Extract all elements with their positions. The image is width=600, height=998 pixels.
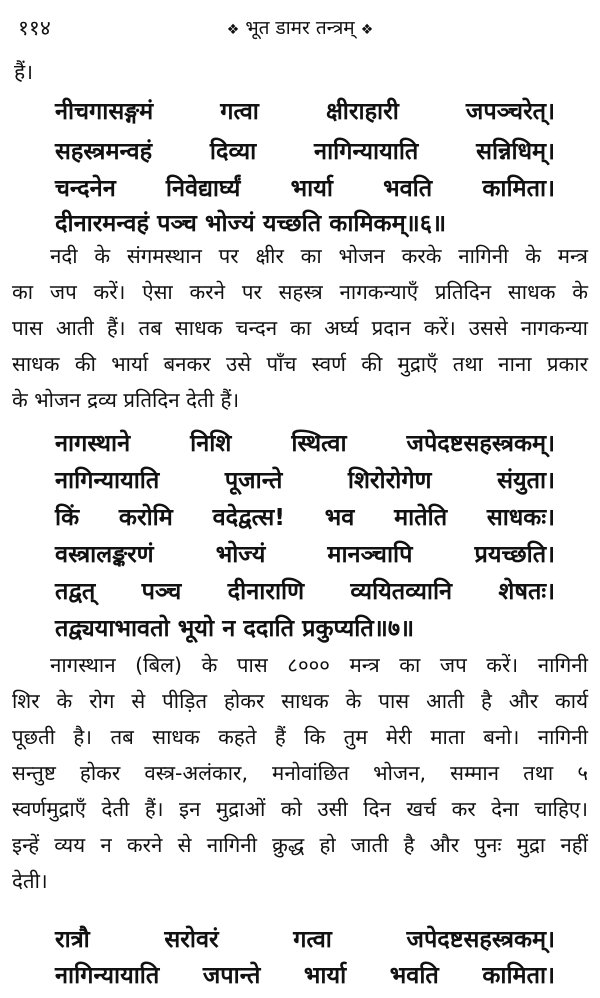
translation-paragraph-2: [12, 647, 588, 899]
translation-2-line-3: पूछती है। तब साधक कहते हैं कि तुम मेरी माता बनो। नागिनी: [12, 725, 588, 749]
translation-2-line-5: स्वर्णमुद्राएँ देती हैं। इन मुद्राओं को उसी दिन खर्च कर देना चाहिए।: [12, 797, 588, 821]
running-title: [18, 14, 582, 40]
translation-2-line-1: नागस्थान (बिल) के पास ८००० मन्त्र का जप करें। नागिनी: [50, 653, 588, 677]
translation-1-line-4: साधक की भार्या बनकर उसे पाँच स्वर्ण की मुद्राएँ तथा नाना प्रकार: [12, 352, 588, 376]
verse-7-line-1: नागस्थाने निशि स्थित्वा जपेदष्टसहस्त्रकम्।: [55, 429, 555, 457]
verse-6-line-2: सहस्त्रमन्वहं दिव्या नागिन्यायाति सन्निधिम्।: [55, 137, 555, 165]
verse-8-line-1: रात्रौ सरोवरं गत्वा जपेदष्टसहस्त्रकम्।: [55, 925, 555, 953]
verse-6-line-4: दीनारमन्वहं पञ्च भोज्यं यच्छति कामिकम्॥६॥: [55, 209, 447, 237]
translation-1-line-2: का जप करें। ऐसा करने पर सहस्त्र नागकन्याएँ प्रतिदिन साधक के: [12, 280, 588, 304]
page-number: ११४: [18, 16, 51, 40]
translation-2-line-6: इन्हें व्यय न करने से नागिनी क्रुद्ध हो जाती है और पुनः मुद्रा नहीं: [12, 833, 588, 857]
translation-paragraph-1: [12, 238, 588, 418]
verse-7-line-6: तद्व्ययाभावतो भूयो न ददाति प्रकुप्यति॥७॥: [55, 614, 415, 642]
verse-8-line-2: नागिन्यायाति जपान्ते भार्या भवति कामिता।: [55, 961, 555, 989]
translation-1-line-3: पास आती हैं। तब साधक चन्दन का अर्घ्य प्रदान करें। उससे नागकन्या: [12, 316, 588, 340]
verse-7-line-3: किं करोमि वदेद्वत्स! भव मातेति साधकः।: [55, 503, 555, 531]
ornament-left-icon: ❖: [226, 22, 240, 38]
translation-1-line-5: के भोजन द्रव्य प्रतिदिन देती हैं।: [12, 388, 240, 412]
running-title-text: भूत डामर तन्त्रम्: [245, 17, 355, 39]
ornament-right-icon: ❖: [360, 22, 374, 38]
continued-text: हैं।: [14, 60, 34, 84]
verse-7-line-5: तद्वत् पञ्च दीनाराणि व्ययितव्यानि शेषतः।: [55, 577, 555, 605]
verse-6-line-1: नीचगासङ्गमं गत्वा क्षीराहारी जपञ्चरेत्।: [55, 97, 555, 125]
translation-1-line-1: नदी के संगमस्थान पर क्षीर का भोजन करके नागिनी के मन्त्र: [50, 244, 588, 268]
verse-6-line-3: चन्दनेन निवेद्यार्घ्यं भार्या भवति कामिता।: [55, 174, 555, 202]
page-header: [18, 12, 582, 46]
translation-2-line-4: सन्तुष्ट होकर वस्त्र-अलंकार, मनोवांछित भोजन, सम्मान तथा ५: [12, 761, 588, 785]
verse-7-line-2: नागिन्यायाति पूजान्ते शिरोरोगेण संयुता।: [55, 466, 555, 494]
verse-7-line-4: वस्त्रालङ्करणं भोज्यं मानञ्चापि प्रयच्छति।: [55, 540, 555, 568]
translation-2-line-7: देती।: [12, 869, 48, 893]
translation-2-line-2: शिर के रोग से पीड़ित होकर साधक के पास आती है और कार्य: [12, 689, 588, 713]
